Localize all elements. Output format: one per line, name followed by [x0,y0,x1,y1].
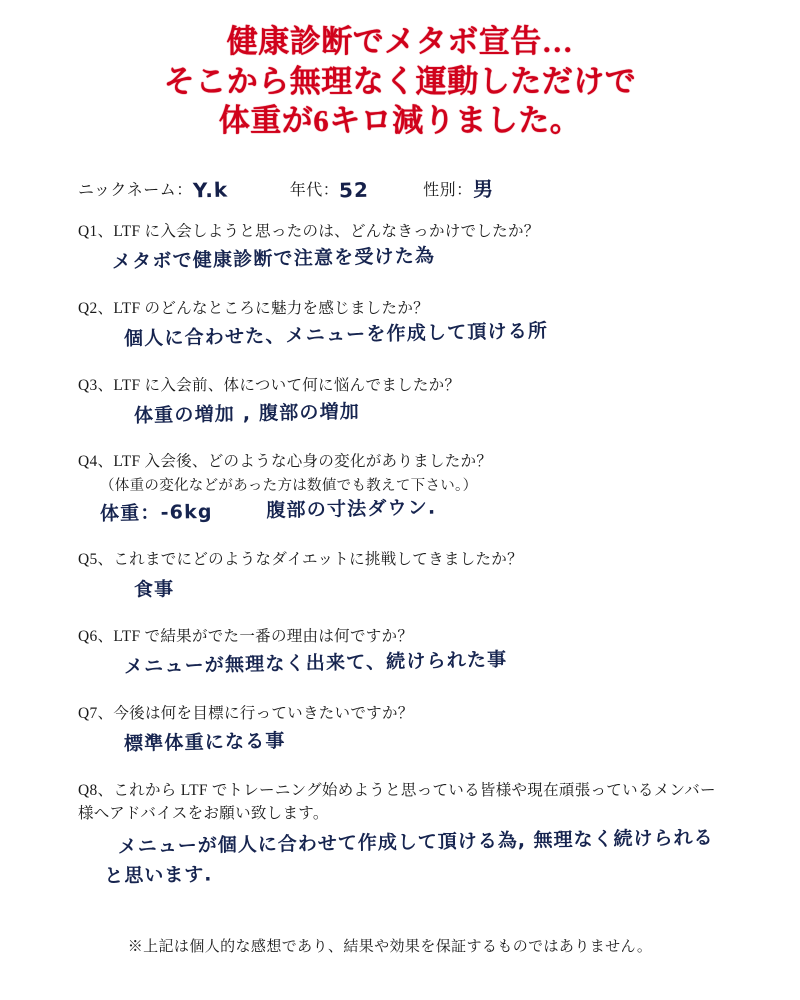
question-text-q8-line1: Q8、これから LTF でトレーニング始めようと思っている皆様や現在頑張っているメンバー [78,781,716,799]
age-label: 年代： [289,182,340,200]
question-text-q7: Q7、今後は何を目標に行っていきたいですか？ [78,704,414,722]
respondent-profile [78,171,800,203]
question-subnote-q4: （体重の変化などがあった方は数値でも教えて下さい。） [100,477,478,494]
question-text-q1: Q1、LTF に入会しようと思ったのは、どんなきっかけでしたか？ [78,223,540,241]
answer-q8-line1: メニューが個人に合わせて作成して頂ける為, 無理なく続けられる [117,826,714,859]
question-text-q6: Q6、LTF で結果がでた一番の理由は何ですか？ [78,628,414,645]
question-text-q2: Q2、LTF のどんなところに魅力を感じましたか？ [78,299,429,317]
headline-line-2: そこから無理なく運動しただけで [163,63,637,99]
question-block-q8 [78,779,738,891]
nickname-label: ニックネーム： [78,182,193,200]
spacer-3 [221,517,259,518]
question-block-q4 [78,450,738,528]
nickname-value: Y.k [192,177,229,203]
answer-q8-line2: と思います. [104,863,213,887]
question-block-q6 [78,625,738,682]
answer-q4-part2: 腹部の寸法ダウン. [266,496,437,522]
gender-label: 性別： [423,182,473,200]
answer-text-q3: 体重の増加 , 腹部の増加 [133,400,361,427]
answer-text-q7: 標準体重になる事 [123,729,286,756]
questionnaire [78,220,738,890]
question-block-q1 [78,220,738,277]
question-text-q8-line2: 様へアドバイスをお願い致します。 [78,804,329,822]
age-value: 52 [339,177,370,203]
answer-q4-part1: 体重：-6kg [99,500,213,525]
page-title [0,0,800,141]
headline-line-3: 体重が6キロ減りました。 [218,103,582,139]
answer-text-q6: メニューが無理なく出来て、続けられた事 [123,648,508,679]
answer-text-q5: 食事 [133,578,175,602]
headline-line-1: 健康診断でメタボ宣告… [226,24,574,59]
answer-text-q2: 個人に合わせた、メニューを作成して頂ける所 [123,319,549,351]
question-text-q5: Q5、これまでにどのようなダイエットに挑戦してきましたか？ [78,551,523,569]
disclaimer-note: ※上記は個人的な感想であり、結果や効果を保証するものではありません。 [127,939,653,955]
gender-value: 男 [472,176,494,202]
question-block-q7 [78,702,738,759]
question-block-q5 [78,548,738,605]
question-text-q4: Q4、LTF 入会後、どのような心身の変化がありましたか？ [78,453,493,471]
answer-text-q1: メタボで健康診断で注意を受けた為 [111,245,436,274]
answer-text-q8 [104,823,739,890]
question-block-q3 [78,374,738,431]
question-block-q2 [78,297,738,354]
question-text-q3: Q3、LTF に入会前、体について何に悩んでましたか？ [78,376,461,394]
